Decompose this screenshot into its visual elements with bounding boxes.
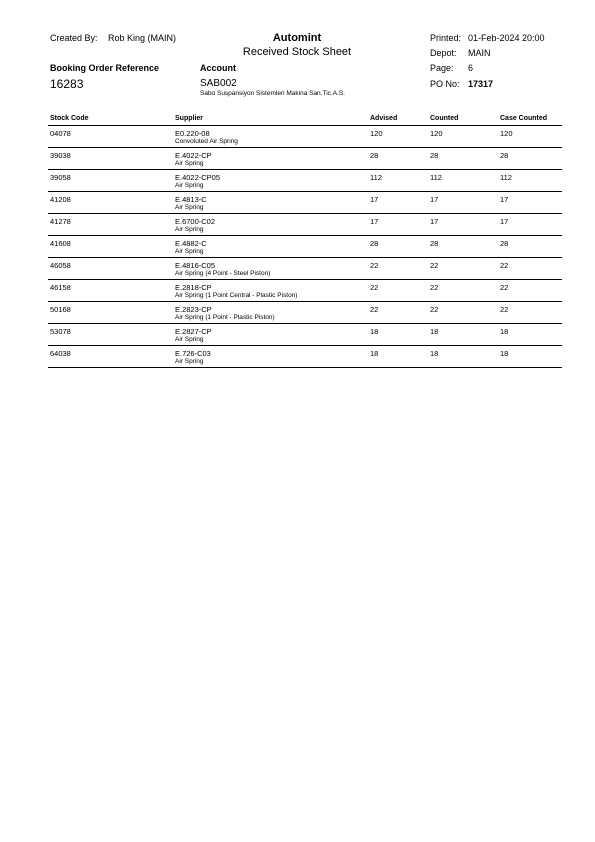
supplier-part-cell: E.4882-C bbox=[175, 239, 207, 248]
stock-code-cell: 39058 bbox=[50, 173, 71, 182]
supplier-desc-cell: Convoluted Air Spring bbox=[175, 138, 238, 145]
table-row bbox=[48, 280, 562, 302]
supplier-desc-cell: Air Spring bbox=[175, 226, 204, 233]
table-row bbox=[48, 302, 562, 324]
supplier-desc-cell: Air Spring bbox=[175, 204, 204, 211]
case-counted-cell: 22 bbox=[500, 261, 509, 270]
stock-code-cell: 04078 bbox=[50, 129, 71, 138]
counted-cell: 112 bbox=[430, 173, 442, 182]
case-counted-cell: 22 bbox=[500, 283, 509, 292]
supplier-part-cell: E.2827-CP bbox=[175, 327, 212, 336]
created-by-label: Created By: bbox=[50, 33, 98, 43]
advised-cell: 112 bbox=[370, 173, 382, 182]
case-counted-cell: 120 bbox=[500, 129, 513, 138]
table-row bbox=[48, 258, 562, 280]
po-label: PO No: bbox=[430, 79, 460, 89]
advised-cell: 28 bbox=[370, 239, 379, 248]
advised-cell: 28 bbox=[370, 151, 379, 160]
counted-cell: 120 bbox=[430, 129, 443, 138]
table-row bbox=[48, 126, 562, 148]
printed-label: Printed: bbox=[430, 33, 462, 43]
advised-cell: 17 bbox=[370, 195, 379, 204]
supplier-part-cell: E.4022-CP05 bbox=[175, 173, 221, 182]
created-by-value: Rob King (MAIN) bbox=[108, 33, 177, 43]
case-counted-cell: 17 bbox=[500, 195, 509, 204]
stock-code-cell: 41608 bbox=[50, 239, 71, 248]
counted-cell: 22 bbox=[430, 305, 439, 314]
account-label: Account bbox=[200, 63, 236, 73]
stock-code-cell: 64038 bbox=[50, 349, 71, 358]
case-counted-cell: 112 bbox=[500, 173, 512, 182]
booking-ref-label: Booking Order Reference bbox=[50, 63, 160, 73]
supplier-desc-cell: Air Spring bbox=[175, 182, 204, 189]
account-code: SAB002 bbox=[200, 78, 237, 89]
printed-value: 01-Feb-2024 20:00 bbox=[468, 33, 545, 43]
supplier-part-cell: E.4022-CP bbox=[175, 151, 212, 160]
table-row bbox=[48, 170, 562, 192]
case-counted-cell: 28 bbox=[500, 151, 509, 160]
page-label: Page: bbox=[430, 63, 454, 73]
table-row bbox=[48, 346, 562, 368]
supplier-part-cell: E.2818-CP bbox=[175, 283, 212, 292]
account-name: Sabo Suspansiyon Sistemleri Makina San.Tic.A.S. bbox=[200, 90, 345, 97]
depot-label: Depot: bbox=[430, 48, 457, 58]
supplier-desc-cell: Air Spring bbox=[175, 248, 204, 255]
table-header bbox=[48, 114, 562, 126]
advised-cell: 120 bbox=[370, 129, 383, 138]
page-value: 6 bbox=[468, 63, 474, 73]
supplier-part-cell: E.726-C03 bbox=[175, 349, 211, 358]
counted-cell: 28 bbox=[430, 151, 439, 160]
po-value: 17317 bbox=[468, 79, 494, 89]
stock-code-cell: 41208 bbox=[50, 195, 71, 204]
supplier-desc-cell: Air Spring bbox=[175, 160, 204, 167]
booking-ref-value: 16283 bbox=[50, 77, 84, 91]
col-case-counted: Case Counted bbox=[500, 115, 548, 122]
table-row bbox=[48, 324, 562, 346]
sheet-subtitle: Received Stock Sheet bbox=[242, 46, 352, 58]
col-advised: Advised bbox=[370, 115, 398, 122]
supplier-desc-cell: Air Spring bbox=[175, 358, 204, 365]
stock-code-cell: 41278 bbox=[50, 217, 71, 226]
counted-cell: 17 bbox=[430, 217, 439, 226]
supplier-part-cell: E.2823-CP bbox=[175, 305, 212, 314]
col-stock-code: Stock Code bbox=[50, 115, 89, 122]
stock-code-cell: 50168 bbox=[50, 305, 71, 314]
supplier-desc-cell: Air Spring (1 Point - Plastic Piston) bbox=[175, 314, 275, 321]
counted-cell: 17 bbox=[430, 195, 439, 204]
supplier-desc-cell: Air Spring bbox=[175, 336, 204, 343]
case-counted-cell: 18 bbox=[500, 327, 509, 336]
supplier-part-cell: E.4816-C05 bbox=[175, 261, 216, 270]
counted-cell: 18 bbox=[430, 349, 439, 358]
supplier-part-cell: E.4813-C bbox=[175, 195, 207, 204]
counted-cell: 22 bbox=[430, 283, 439, 292]
col-counted: Counted bbox=[430, 115, 459, 122]
table-row bbox=[48, 192, 562, 214]
stock-code-cell: 46058 bbox=[50, 261, 71, 270]
counted-cell: 28 bbox=[430, 239, 439, 248]
case-counted-cell: 18 bbox=[500, 349, 509, 358]
stock-table bbox=[48, 114, 562, 368]
counted-cell: 22 bbox=[430, 261, 439, 270]
supplier-part-cell: E.6700-C02 bbox=[175, 217, 216, 226]
advised-cell: 22 bbox=[370, 305, 379, 314]
supplier-desc-cell: Air Spring (1 Point Central - Plastic Piston) bbox=[175, 292, 298, 299]
company-title: Automint bbox=[272, 32, 322, 44]
advised-cell: 22 bbox=[370, 261, 379, 270]
stock-code-cell: 46158 bbox=[50, 283, 71, 292]
table-row bbox=[48, 148, 562, 170]
advised-cell: 17 bbox=[370, 217, 379, 226]
advised-cell: 18 bbox=[370, 349, 379, 358]
supplier-part-cell: E0.220-08 bbox=[175, 129, 210, 138]
stock-code-cell: 53078 bbox=[50, 327, 71, 336]
case-counted-cell: 17 bbox=[500, 217, 509, 226]
col-supplier: Supplier bbox=[175, 115, 204, 122]
counted-cell: 18 bbox=[430, 327, 439, 336]
supplier-desc-cell: Air Spring (4 Point - Steel Piston) bbox=[175, 270, 271, 277]
advised-cell: 22 bbox=[370, 283, 379, 292]
advised-cell: 18 bbox=[370, 327, 379, 336]
depot-value: MAIN bbox=[468, 48, 491, 58]
case-counted-cell: 28 bbox=[500, 239, 509, 248]
table-body bbox=[48, 126, 562, 368]
table-row bbox=[48, 236, 562, 258]
case-counted-cell: 22 bbox=[500, 305, 509, 314]
table-row bbox=[48, 214, 562, 236]
stock-code-cell: 39038 bbox=[50, 151, 71, 160]
